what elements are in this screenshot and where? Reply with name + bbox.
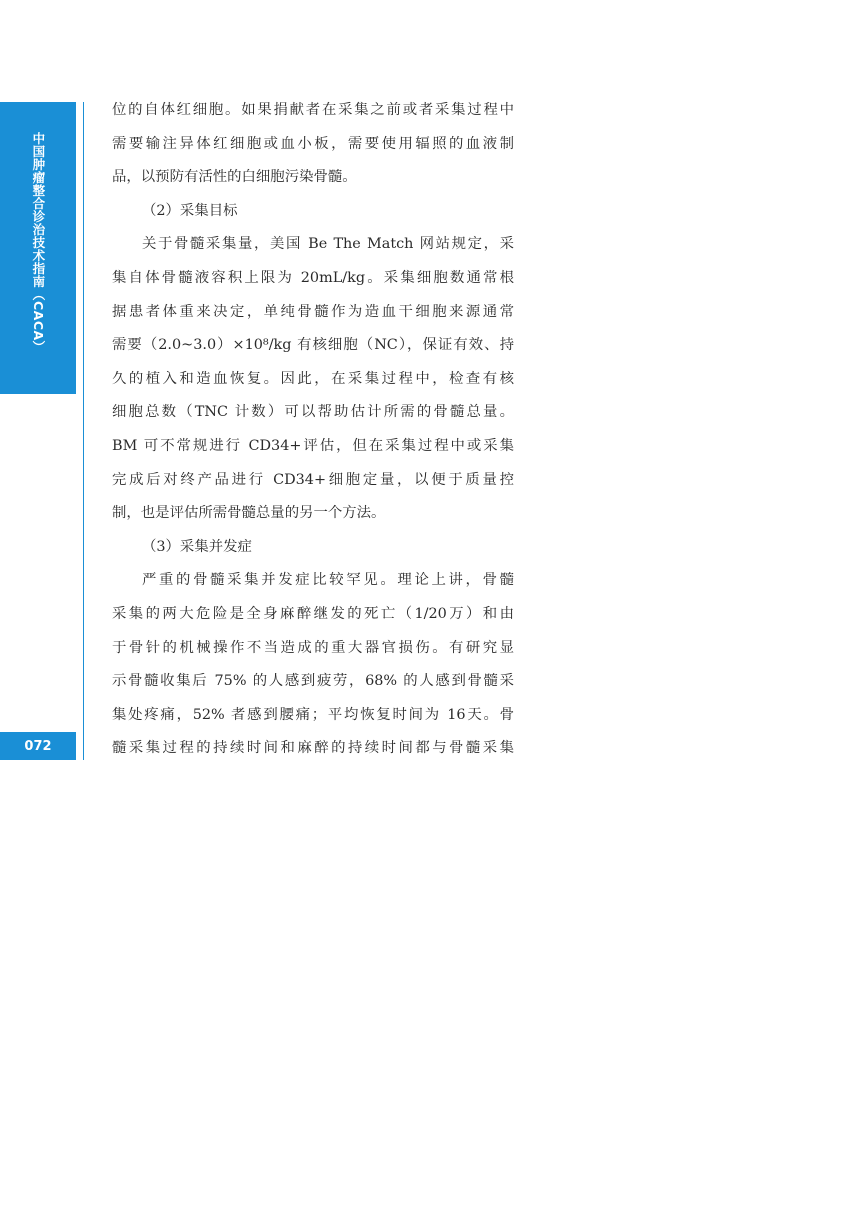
text-line: 严重的骨髓采集并发症比较罕见。理论上讲，骨髓 (142, 572, 514, 589)
body-text (112, 94, 514, 766)
text-line: 需要输注异体红细胞或血小板，需要使用辐照的血液制 (112, 135, 514, 152)
text-line: 细胞总数（TNC 计数）可以帮助估计所需的骨髓总量。 (112, 404, 514, 421)
text-line: 品，以预防有活性的白细胞污染骨髓。 (112, 169, 357, 186)
page-number: 072 (24, 738, 52, 754)
section-heading: （3）采集并发症 (142, 538, 252, 555)
margin-rule (83, 102, 84, 760)
text-line: 需要（2.0~3.0）×10⁸/kg 有核细胞（NC），保证有效、持 (112, 337, 514, 354)
text-line: 关于骨髓采集量，美国 Be The Match 网站规定，采 (142, 236, 514, 253)
text-line: 髓采集过程的持续时间和麻醉的持续时间都与骨髓采集 (112, 740, 514, 757)
text-line: 久的植入和造血恢复。因此，在采集过程中，检查有核 (112, 370, 514, 387)
page-number-box (0, 732, 76, 760)
text-line: 采集的两大危险是全身麻醉继发的死亡（1/20万）和由 (112, 605, 514, 622)
text-line: 集自体骨髓液容积上限为 20mL/kg。采集细胞数通常根 (112, 269, 514, 286)
text-line: 于骨针的机械操作不当造成的重大器官损伤。有研究显 (112, 639, 514, 656)
text-line: 制，也是评估所需骨髓总量的另一个方法。 (112, 505, 386, 522)
text-line: 位的自体红细胞。如果捐献者在采集之前或者采集过程中 (112, 102, 514, 118)
text-line: 完成后对终产品进行 CD34+细胞定量，以便于质量控 (112, 471, 514, 488)
side-tab (0, 102, 76, 394)
text-line: 集处疼痛，52% 者感到腰痛；平均恢复时间为 16天。骨 (112, 706, 514, 723)
text-line: BM 可不常规进行 CD34+评估，但在采集过程中或采集 (112, 437, 514, 454)
section-heading: （2）采集目标 (142, 202, 238, 219)
text-line: 据患者体重来决定，单纯骨髓作为造血干细胞来源通常 (112, 303, 514, 320)
side-tab-title: 中国肿瘤整合诊治技术指南（CACA） (30, 132, 46, 354)
text-line: 示骨髓收集后 75% 的人感到疲劳，68% 的人感到骨髓采 (112, 673, 514, 690)
